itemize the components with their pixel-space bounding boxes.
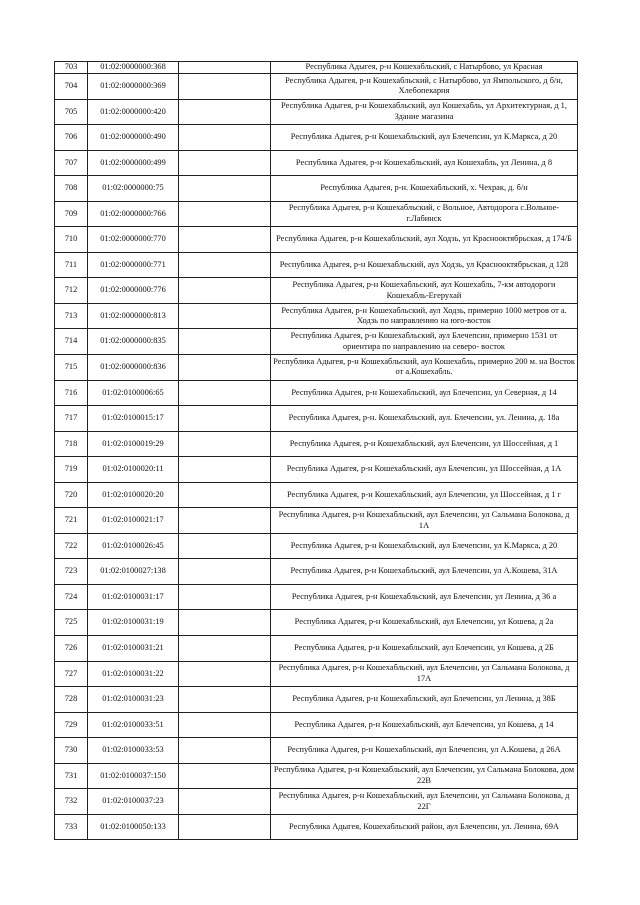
empty-cell xyxy=(179,610,271,636)
row-number-cell: 725 xyxy=(55,610,88,636)
table-row xyxy=(55,99,578,125)
cadastral-number-cell: 01:02:0000000:75 xyxy=(88,176,179,202)
table-row xyxy=(55,636,578,662)
address-cell: Республика Адыгея, р-н Кошехабльский, аул Блечепсин, ул Северная, д 14 xyxy=(271,380,578,406)
row-number-cell: 728 xyxy=(55,687,88,713)
row-number-cell: 708 xyxy=(55,176,88,202)
cadastral-number-cell: 01:02:0100027:138 xyxy=(88,559,179,585)
table-row xyxy=(55,738,578,764)
address-cell: Республика Адыгея, р-н Кошехабльский, аул Блечепсин, ул Шоссейная, д 1 xyxy=(271,431,578,457)
empty-cell xyxy=(179,303,271,329)
empty-cell xyxy=(179,176,271,202)
cadastral-number-cell: 01:02:0100031:17 xyxy=(88,584,179,610)
empty-cell xyxy=(179,125,271,151)
cadastral-number-cell: 01:02:0100033:51 xyxy=(88,712,179,738)
table-row xyxy=(55,789,578,815)
address-cell: Республика Адыгея, р-н. Кошехабльский, аул. Блечепсин, ул. Ленина, д. 18а xyxy=(271,406,578,432)
address-cell: Республика Адыгея, р-н Кошехабльский, аул Блечепсин, ул Ленина, д 36 а xyxy=(271,584,578,610)
cadastral-number-cell: 01:02:0100031:22 xyxy=(88,661,179,687)
table-row xyxy=(55,457,578,483)
address-cell: Республика Адыгея, р-н Кошехабльский, аул Кошехабль, примерно 200 м. на Восток от а.Кошехабль. xyxy=(271,355,578,381)
cadastral-number-cell: 01:02:0100037:150 xyxy=(88,763,179,789)
table-row xyxy=(55,508,578,534)
empty-cell xyxy=(179,380,271,406)
address-cell: Республика Адыгея, р-н Кошехабльский, аул Кошехабль, ул Архитектурная, д 1, Здание магазина xyxy=(271,99,578,125)
row-number-cell: 717 xyxy=(55,406,88,432)
row-number-cell: 711 xyxy=(55,252,88,278)
row-number-cell: 718 xyxy=(55,431,88,457)
empty-cell xyxy=(179,99,271,125)
table-row xyxy=(55,355,578,381)
row-number-cell: 729 xyxy=(55,712,88,738)
table-row xyxy=(55,610,578,636)
cadastral-number-cell: 01:02:0000000:835 xyxy=(88,329,179,355)
address-cell: Республика Адыгея, р-н Кошехабльский, аул Блечепсин, ул А.Кошева, 31А xyxy=(271,559,578,585)
empty-cell xyxy=(179,533,271,559)
cadastral-number-cell: 01:02:0100021:17 xyxy=(88,508,179,534)
row-number-cell: 712 xyxy=(55,278,88,304)
table-row xyxy=(55,406,578,432)
cadastral-number-cell: 01:02:0000000:499 xyxy=(88,150,179,176)
row-number-cell: 731 xyxy=(55,763,88,789)
empty-cell xyxy=(179,482,271,508)
row-number-cell: 733 xyxy=(55,814,88,840)
address-cell: Республика Адыгея, р-н Кошехабльский, аул Блечепсин, ул К.Маркса, д 20 xyxy=(271,125,578,151)
empty-cell xyxy=(179,62,271,74)
table-row xyxy=(55,712,578,738)
empty-cell xyxy=(179,150,271,176)
address-cell: Республика Адыгея, р-н Кошехабльский, аул Блечепсин, ул Шоссейная, д 1А xyxy=(271,457,578,483)
row-number-cell: 727 xyxy=(55,661,88,687)
cadastral-number-cell: 01:02:0100031:19 xyxy=(88,610,179,636)
row-number-cell: 721 xyxy=(55,508,88,534)
table-row xyxy=(55,763,578,789)
cadastral-number-cell: 01:02:0000000:766 xyxy=(88,201,179,227)
row-number-cell: 726 xyxy=(55,636,88,662)
cadastral-number-cell: 01:02:0000000:368 xyxy=(88,62,179,74)
empty-cell xyxy=(179,712,271,738)
cadastral-number-cell: 01:02:0000000:369 xyxy=(88,74,179,100)
row-number-cell: 730 xyxy=(55,738,88,764)
empty-cell xyxy=(179,661,271,687)
address-cell: Республика Адыгея, р-н Кошехабльский, аул Блечепсин, ул К.Маркса, д 20 xyxy=(271,533,578,559)
row-number-cell: 723 xyxy=(55,559,88,585)
empty-cell xyxy=(179,687,271,713)
cadastral-number-cell: 01:02:0000000:771 xyxy=(88,252,179,278)
registry-table xyxy=(54,61,578,840)
empty-cell xyxy=(179,763,271,789)
cadastral-number-cell: 01:02:0100037:23 xyxy=(88,789,179,815)
empty-cell xyxy=(179,227,271,253)
cadastral-number-cell: 01:02:0100033:53 xyxy=(88,738,179,764)
address-cell: Республика Адыгея, р-н Кошехабльский, с Вольное, Автодорога с.Вольное-г.Лабинск xyxy=(271,201,578,227)
table-row xyxy=(55,125,578,151)
cadastral-number-cell: 01:02:0100026:45 xyxy=(88,533,179,559)
row-number-cell: 719 xyxy=(55,457,88,483)
table-row xyxy=(55,201,578,227)
address-cell: Республика Адыгея, р-н. Кошехабльский, х. Чехрак, д. б/н xyxy=(271,176,578,202)
row-number-cell: 704 xyxy=(55,74,88,100)
empty-cell xyxy=(179,406,271,432)
row-number-cell: 707 xyxy=(55,150,88,176)
row-number-cell: 713 xyxy=(55,303,88,329)
row-number-cell: 709 xyxy=(55,201,88,227)
table-row xyxy=(55,329,578,355)
empty-cell xyxy=(179,355,271,381)
empty-cell xyxy=(179,636,271,662)
address-cell: Республика Адыгея, р-н Кошехабльский, аул Блечепсин, ул Кошева, д 14 xyxy=(271,712,578,738)
address-cell: Республика Адыгея, р-н Кошехабльский, аул Блечепсин, ул А.Кошева, д 26А xyxy=(271,738,578,764)
table-row xyxy=(55,74,578,100)
cadastral-number-cell: 01:02:0000000:420 xyxy=(88,99,179,125)
table-row xyxy=(55,252,578,278)
address-cell: Республика Адыгея, р-н Кошехабльский, аул Ходзь, примерно 1000 метров от а. Ходзь по направлению на юго-восток xyxy=(271,303,578,329)
table-row xyxy=(55,559,578,585)
empty-cell xyxy=(179,738,271,764)
address-cell: Республика Адыгея, р-н Кошехабльский, аул Блечепсин, ул Кошева, д 2а xyxy=(271,610,578,636)
address-cell: Республика Адыгея, р-н Кошехабльский, аул Кошехабль, ул Ленина, д 8 xyxy=(271,150,578,176)
address-cell: Республика Адыгея, р-н Кошехабльский, аул Блечепсин, ул Сальмана Болокова, дом 22В xyxy=(271,763,578,789)
row-number-cell: 722 xyxy=(55,533,88,559)
cadastral-number-cell: 01:02:0000000:770 xyxy=(88,227,179,253)
address-cell: Республика Адыгея, р-н Кошехабльский, с Натырбово, ул Ямпольского, д б/н, Хлебопекарня xyxy=(271,74,578,100)
address-cell: Республика Адыгея, р-н Кошехабльский, аул Блечепсин, ул Сальмана Болокова, д 1А xyxy=(271,508,578,534)
table-row xyxy=(55,687,578,713)
address-cell: Республика Адыгея, р-н Кошехабльский, аул Блечепсин, ул Шоссейная, д 1 г xyxy=(271,482,578,508)
empty-cell xyxy=(179,431,271,457)
address-cell: Республика Адыгея, р-н Кошехабльский, аул Блечепсин, ул Ленина, д 38Б xyxy=(271,687,578,713)
empty-cell xyxy=(179,329,271,355)
cadastral-number-cell: 01:02:0100020:11 xyxy=(88,457,179,483)
empty-cell xyxy=(179,789,271,815)
cadastral-number-cell: 01:02:0000000:813 xyxy=(88,303,179,329)
row-number-cell: 714 xyxy=(55,329,88,355)
table-row xyxy=(55,176,578,202)
cadastral-number-cell: 01:02:0100020:20 xyxy=(88,482,179,508)
table-row xyxy=(55,303,578,329)
cadastral-number-cell: 01:02:0100031:23 xyxy=(88,687,179,713)
address-cell: Республика Адыгея, р-н Кошехабльский, аул Кошехабль, 7-км автодороги Кошехабль-Егерухай xyxy=(271,278,578,304)
table-row xyxy=(55,150,578,176)
address-cell: Республика Адыгея, р-н Кошехабльский, аул Ходзь, ул Краснооктябрьская, д 128 xyxy=(271,252,578,278)
address-cell: Республика Адыгея, р-н Кошехабльский, с Натырбово, ул Красная xyxy=(271,62,578,74)
row-number-cell: 706 xyxy=(55,125,88,151)
cadastral-number-cell: 01:02:0100019:29 xyxy=(88,431,179,457)
row-number-cell: 710 xyxy=(55,227,88,253)
address-cell: Республика Адыгея, р-н Кошехабльский, аул Ходзь, ул Краснооктябрьская, д 174/Б xyxy=(271,227,578,253)
cadastral-number-cell: 01:02:0100031:21 xyxy=(88,636,179,662)
empty-cell xyxy=(179,457,271,483)
table-row xyxy=(55,533,578,559)
table-row xyxy=(55,814,578,840)
address-cell: Республика Адыгея, Кошехабльский район, аул Блечепсин, ул. Ленина, 69А xyxy=(271,814,578,840)
row-number-cell: 716 xyxy=(55,380,88,406)
cadastral-number-cell: 01:02:0100006:65 xyxy=(88,380,179,406)
empty-cell xyxy=(179,584,271,610)
cadastral-number-cell: 01:02:0000000:836 xyxy=(88,355,179,381)
cadastral-number-cell: 01:02:0100050:133 xyxy=(88,814,179,840)
row-number-cell: 715 xyxy=(55,355,88,381)
row-number-cell: 705 xyxy=(55,99,88,125)
address-cell: Республика Адыгея, р-н Кошехабльский, аул Блечепсин, ул Сальмана Болокова, д 17А xyxy=(271,661,578,687)
address-cell: Республика Адыгея, р-н Кошехабльский, аул Блечепсин, ул Сальмана Болокова, д 22Г xyxy=(271,789,578,815)
table-row xyxy=(55,62,578,74)
address-cell: Республика Адыгея, р-н Кошехабльский, аул Блечепсин, ул Кошева, д 2Б xyxy=(271,636,578,662)
row-number-cell: 703 xyxy=(55,62,88,74)
row-number-cell: 732 xyxy=(55,789,88,815)
empty-cell xyxy=(179,559,271,585)
table-row xyxy=(55,584,578,610)
table-row xyxy=(55,380,578,406)
table-row xyxy=(55,482,578,508)
empty-cell xyxy=(179,814,271,840)
row-number-cell: 724 xyxy=(55,584,88,610)
empty-cell xyxy=(179,278,271,304)
row-number-cell: 720 xyxy=(55,482,88,508)
table-row xyxy=(55,431,578,457)
empty-cell xyxy=(179,508,271,534)
address-cell: Республика Адыгея, р-н Кошехабльский, аул Блечепсин, примерно 1531 от ориентира по направлению на северо- восток xyxy=(271,329,578,355)
table-row xyxy=(55,227,578,253)
registry-table-body xyxy=(55,62,578,840)
empty-cell xyxy=(179,252,271,278)
cadastral-number-cell: 01:02:0000000:490 xyxy=(88,125,179,151)
empty-cell xyxy=(179,74,271,100)
cadastral-number-cell: 01:02:0000000:776 xyxy=(88,278,179,304)
cadastral-number-cell: 01:02:0100015:17 xyxy=(88,406,179,432)
table-row xyxy=(55,661,578,687)
empty-cell xyxy=(179,201,271,227)
table-row xyxy=(55,278,578,304)
